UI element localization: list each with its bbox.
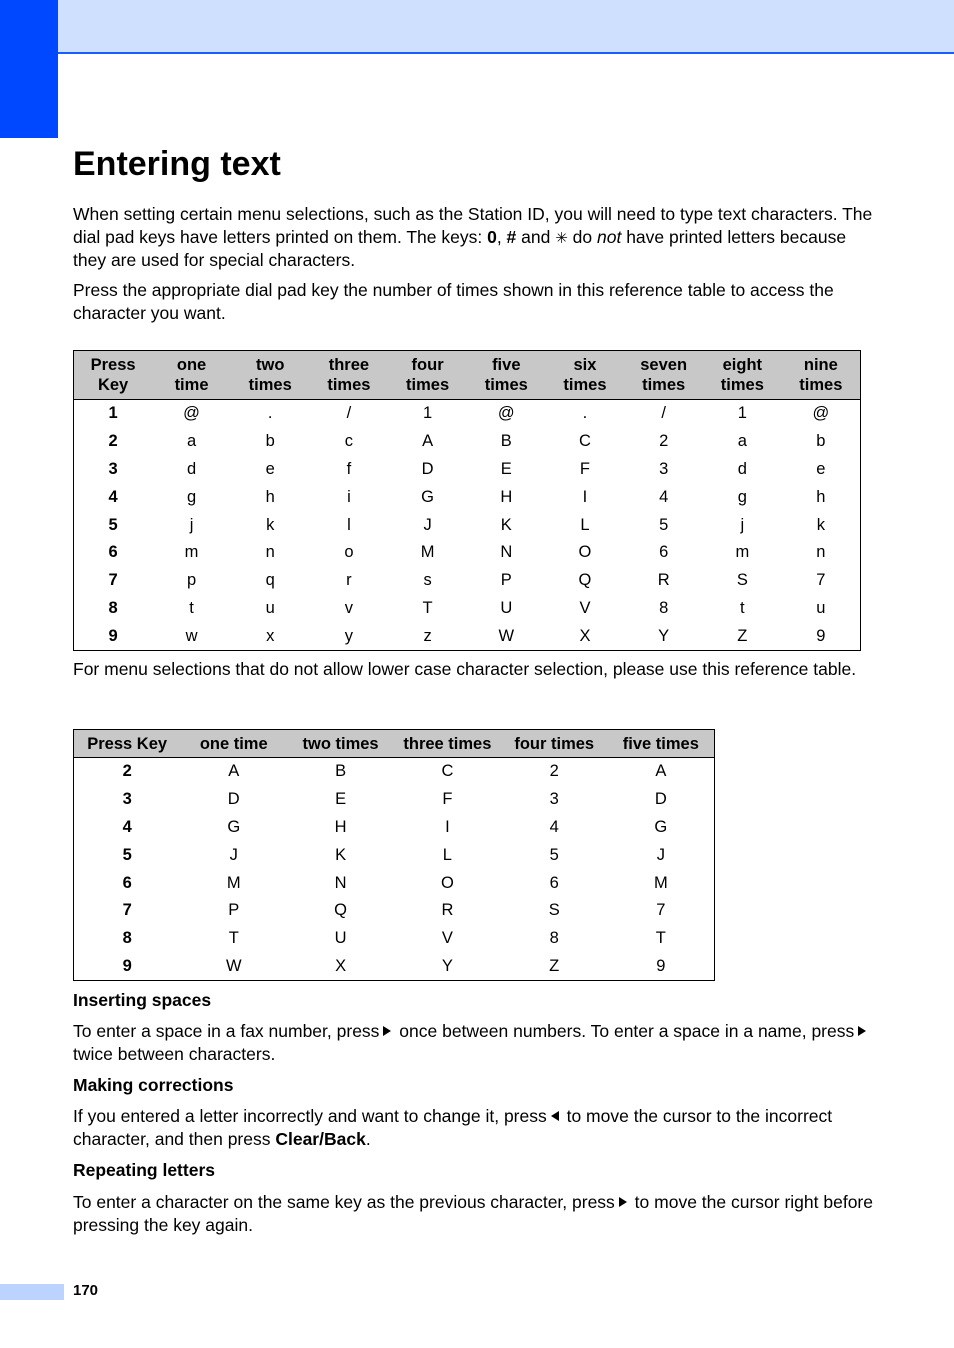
column-header: six times bbox=[546, 351, 625, 400]
making-corrections-text: If you entered a letter incorrectly and want to change it, press to move the cursor to the incorrect character, and then press Clear/Back. bbox=[73, 1106, 833, 1149]
key-cell: 8 bbox=[108, 598, 118, 617]
char-cell: T bbox=[422, 598, 433, 617]
char-cell: 9 bbox=[656, 956, 666, 975]
table-row bbox=[74, 400, 861, 428]
char-cell: q bbox=[265, 571, 275, 590]
char-cell: @ bbox=[183, 404, 200, 423]
key-cell: 4 bbox=[108, 487, 118, 506]
char-cell: @ bbox=[497, 404, 515, 423]
char-cell: f bbox=[346, 459, 352, 478]
key-cell: 5 bbox=[122, 845, 132, 864]
char-cell: g bbox=[186, 487, 197, 506]
page-number: 170 bbox=[73, 1282, 99, 1299]
uppercase-note: For menu selections that do not allow lower case character selection, please use this reference table. bbox=[73, 659, 857, 679]
char-cell: J bbox=[423, 515, 432, 534]
char-cell: S bbox=[736, 571, 748, 590]
char-cell: O bbox=[578, 543, 592, 562]
char-cell: J bbox=[656, 845, 665, 864]
char-cell: 4 bbox=[549, 817, 559, 836]
char-cell: M bbox=[226, 873, 241, 892]
table-row bbox=[74, 953, 715, 981]
char-cell: c bbox=[344, 432, 354, 451]
char-cell: 2 bbox=[659, 432, 669, 451]
char-cell: x bbox=[266, 626, 275, 645]
key-cell: 2 bbox=[108, 432, 118, 451]
key-cell: 7 bbox=[108, 571, 118, 590]
char-cell: e bbox=[816, 459, 826, 478]
key-cell: 2 bbox=[122, 762, 132, 781]
key-cell: 4 bbox=[122, 817, 132, 836]
char-cell: A bbox=[422, 432, 434, 451]
char-cell: s bbox=[423, 571, 432, 590]
char-cell: 6 bbox=[659, 543, 669, 562]
char-cell: o bbox=[344, 543, 354, 562]
char-cell: G bbox=[654, 817, 668, 836]
char-cell: u bbox=[816, 598, 826, 617]
char-cell: w bbox=[185, 626, 198, 645]
column-header: two times bbox=[231, 351, 310, 400]
char-cell: 9 bbox=[816, 626, 826, 645]
right-triangle-icon bbox=[383, 1026, 391, 1036]
table-row bbox=[74, 925, 715, 953]
char-cell: 5 bbox=[549, 845, 559, 864]
repeating-letters-heading: Repeating letters bbox=[73, 1160, 215, 1180]
char-cell: C bbox=[579, 432, 591, 451]
char-cell: 3 bbox=[659, 459, 669, 478]
char-cell: p bbox=[186, 571, 197, 590]
char-cell: P bbox=[500, 571, 512, 590]
column-header: three times bbox=[394, 730, 501, 758]
char-cell: R bbox=[657, 571, 670, 590]
char-cell: M bbox=[653, 873, 668, 892]
char-cell: 1 bbox=[423, 404, 433, 423]
char-cell: 7 bbox=[816, 571, 826, 590]
char-cell: e bbox=[265, 459, 275, 478]
char-cell: W bbox=[225, 956, 242, 975]
key-cell: 3 bbox=[108, 459, 118, 478]
page-number-tab bbox=[0, 1284, 64, 1300]
char-cell: d bbox=[737, 459, 747, 478]
char-cell: I bbox=[582, 487, 588, 506]
char-cell: m bbox=[735, 543, 750, 562]
char-cell: m bbox=[184, 543, 199, 562]
char-cell: 5 bbox=[659, 515, 669, 534]
column-header: four times bbox=[388, 351, 467, 400]
table-row bbox=[74, 456, 861, 484]
char-cell: G bbox=[421, 487, 435, 506]
chapter-tab bbox=[0, 0, 58, 138]
char-cell: / bbox=[661, 404, 666, 423]
char-cell: F bbox=[442, 790, 453, 809]
char-cell: H bbox=[500, 487, 513, 506]
key-cell: 1 bbox=[108, 404, 118, 423]
char-cell: K bbox=[500, 515, 512, 534]
intro-paragraph: When setting certain menu selections, such as the Station ID, you will need to type text characters. The dial pad keys have letters printed on them. The keys: 0, # and ✳ do not have printed letters because they are used for special characters. bbox=[73, 204, 873, 270]
table-row bbox=[74, 841, 715, 869]
table-row bbox=[74, 511, 861, 539]
char-cell: S bbox=[548, 901, 560, 920]
char-cell: Q bbox=[334, 901, 347, 920]
char-cell: 1 bbox=[737, 404, 747, 423]
table-row bbox=[74, 595, 861, 623]
instruction-paragraph: Press the appropriate dial pad key the number of times shown in this reference table to access the character you want. bbox=[73, 280, 834, 323]
table-row bbox=[74, 567, 861, 595]
char-cell: k bbox=[816, 515, 825, 534]
char-cell: n bbox=[265, 543, 275, 562]
reference-table-full bbox=[73, 350, 861, 651]
char-cell: A bbox=[655, 762, 667, 781]
char-cell: j bbox=[740, 515, 745, 534]
char-cell: X bbox=[335, 956, 347, 975]
page-title: Entering text bbox=[73, 145, 281, 183]
char-cell: . bbox=[582, 404, 588, 423]
table-row bbox=[74, 814, 715, 842]
char-cell: N bbox=[500, 543, 513, 562]
char-cell: 2 bbox=[549, 762, 559, 781]
char-cell: V bbox=[579, 598, 591, 617]
char-cell: A bbox=[228, 762, 240, 781]
char-cell: @ bbox=[812, 404, 830, 423]
char-cell: T bbox=[655, 929, 666, 948]
char-cell: j bbox=[189, 515, 194, 534]
char-cell: b bbox=[816, 432, 826, 451]
char-cell: u bbox=[265, 598, 275, 617]
key-cell: 9 bbox=[108, 626, 118, 645]
char-cell: U bbox=[334, 929, 347, 948]
char-cell: g bbox=[737, 487, 747, 506]
char-cell: r bbox=[346, 571, 352, 590]
table-row bbox=[74, 869, 715, 897]
char-cell: R bbox=[441, 901, 454, 920]
key-cell: 6 bbox=[122, 873, 132, 892]
char-cell: E bbox=[335, 790, 347, 809]
table-row bbox=[74, 786, 715, 814]
char-cell: I bbox=[445, 817, 450, 836]
table-row bbox=[74, 622, 861, 650]
column-header: two times bbox=[287, 730, 394, 758]
char-cell: h bbox=[265, 487, 275, 506]
char-cell: O bbox=[440, 873, 454, 892]
char-cell: D bbox=[227, 790, 240, 809]
char-cell: Q bbox=[578, 571, 592, 590]
char-cell: Z bbox=[549, 956, 560, 975]
column-header: four times bbox=[501, 730, 608, 758]
char-cell: t bbox=[740, 598, 745, 617]
char-cell: 6 bbox=[549, 873, 559, 892]
char-cell: Y bbox=[441, 956, 453, 975]
char-cell: 3 bbox=[549, 790, 559, 809]
table-header-row bbox=[74, 351, 861, 400]
table-row bbox=[74, 428, 861, 456]
char-cell: L bbox=[580, 515, 590, 534]
repeating-letters-text: To enter a character on the same key as the previous character, press to move the cursor right before pressing the key again. bbox=[73, 1192, 873, 1235]
key-cell: 3 bbox=[122, 790, 132, 809]
char-cell: a bbox=[186, 432, 197, 451]
making-corrections-heading: Making corrections bbox=[73, 1075, 234, 1095]
key-cell: 8 bbox=[122, 929, 132, 948]
table-row bbox=[74, 758, 715, 786]
char-cell: T bbox=[228, 929, 239, 948]
column-header: Press Key bbox=[74, 730, 181, 758]
column-header: one time bbox=[152, 351, 231, 400]
key-cell: 5 bbox=[108, 515, 118, 534]
char-cell: d bbox=[186, 459, 197, 478]
column-header: eight times bbox=[703, 351, 782, 400]
char-cell: D bbox=[421, 459, 434, 478]
char-cell: Z bbox=[737, 626, 748, 645]
char-cell: V bbox=[441, 929, 453, 948]
column-header: Press Key bbox=[74, 351, 153, 400]
char-cell: K bbox=[335, 845, 347, 864]
char-cell: b bbox=[265, 432, 275, 451]
reference-table-uppercase bbox=[73, 729, 715, 981]
char-cell: C bbox=[441, 762, 454, 781]
table-row bbox=[74, 539, 861, 567]
char-cell: N bbox=[334, 873, 347, 892]
char-cell: l bbox=[347, 515, 351, 534]
char-cell: P bbox=[228, 901, 240, 920]
char-cell: / bbox=[346, 404, 352, 423]
key-cell: 9 bbox=[122, 956, 132, 975]
char-cell: v bbox=[344, 598, 354, 617]
key-cell: 7 bbox=[122, 901, 132, 920]
char-cell: L bbox=[442, 845, 452, 864]
char-cell: t bbox=[189, 598, 194, 617]
char-cell: 4 bbox=[659, 487, 669, 506]
char-cell: 7 bbox=[656, 901, 666, 920]
char-cell: E bbox=[500, 459, 512, 478]
column-header: five times bbox=[608, 730, 715, 758]
char-cell: H bbox=[334, 817, 347, 836]
column-header: three times bbox=[310, 351, 389, 400]
column-header: nine times bbox=[782, 351, 861, 400]
inserting-spaces-heading: Inserting spaces bbox=[73, 990, 212, 1010]
column-header: seven times bbox=[624, 351, 703, 400]
char-cell: J bbox=[229, 845, 238, 864]
key-cell: 6 bbox=[108, 543, 118, 562]
char-cell: D bbox=[654, 790, 667, 809]
char-cell: 8 bbox=[549, 929, 559, 948]
char-cell: B bbox=[335, 762, 347, 781]
right-triangle-icon bbox=[858, 1026, 866, 1036]
char-cell: a bbox=[737, 432, 747, 451]
right-triangle-icon bbox=[619, 1197, 627, 1207]
char-cell: M bbox=[420, 543, 435, 562]
char-cell: z bbox=[423, 626, 432, 645]
char-cell: h bbox=[816, 487, 826, 506]
header-band bbox=[0, 0, 954, 54]
table-header-row bbox=[74, 730, 715, 758]
table-row bbox=[74, 897, 715, 925]
column-header: five times bbox=[467, 351, 546, 400]
char-cell: 8 bbox=[659, 598, 669, 617]
char-cell: Y bbox=[658, 626, 670, 645]
char-cell: W bbox=[498, 626, 515, 645]
char-cell: F bbox=[579, 459, 591, 478]
char-cell: i bbox=[347, 487, 351, 506]
star-key-icon: ✳ bbox=[555, 228, 568, 247]
char-cell: X bbox=[579, 626, 591, 645]
char-cell: B bbox=[500, 432, 512, 451]
column-header: one time bbox=[180, 730, 287, 758]
char-cell: k bbox=[266, 515, 275, 534]
char-cell: . bbox=[267, 404, 273, 423]
table-row bbox=[74, 483, 861, 511]
char-cell: U bbox=[500, 598, 513, 617]
char-cell: G bbox=[227, 817, 241, 836]
left-triangle-icon bbox=[551, 1111, 559, 1121]
char-cell: n bbox=[816, 543, 826, 562]
inserting-spaces-text: To enter a space in a fax number, press once between numbers. To enter a space in a name, press twice between characters. bbox=[73, 1020, 873, 1065]
char-cell: y bbox=[344, 626, 354, 645]
